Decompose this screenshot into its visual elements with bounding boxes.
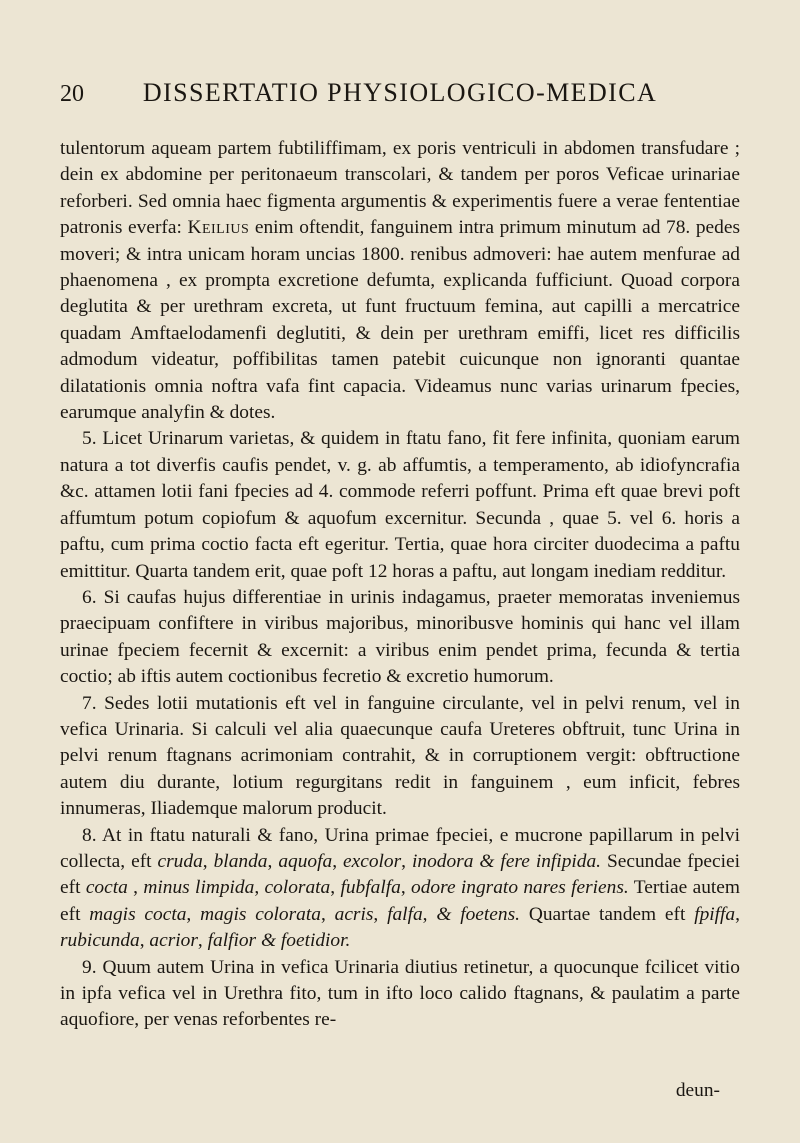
text-run: falfior & foetidior. [207, 930, 351, 952]
text-run: colorata [264, 877, 331, 899]
text-run: Quum autem Urina in vefica Urinaria diutius retinetur, a quocunque fcilicet vitio in ipfa vefica vel in Urethra fito, tum in ifto loco calido ftagnans, & paulatim a parte aquofiore, per venas reforbentes re- [60, 956, 740, 1031]
text-run: , [186, 903, 201, 925]
text-run: , [332, 850, 344, 872]
text-run: magis colorata [200, 903, 321, 925]
text-run: Tertiae autem eft [60, 877, 741, 925]
text-run: , [197, 930, 208, 952]
paragraph [60, 136, 740, 426]
text-run: inodora & fere infipida. [412, 850, 602, 872]
text-run: fubfalfa [340, 877, 401, 899]
text-run: , [127, 877, 144, 899]
text-run: acrior [149, 930, 198, 952]
text-run: , [202, 850, 214, 872]
body-text [60, 136, 740, 1034]
text-run: , [735, 903, 740, 925]
text-run: , [254, 877, 265, 899]
text-run: , [320, 903, 335, 925]
text-run: & foetens. [436, 903, 521, 925]
text-run: Keilius [187, 217, 250, 239]
text-run: , [330, 877, 341, 899]
text-run: magis cocta [89, 903, 187, 925]
paragraph-number: 9. [82, 956, 97, 978]
running-title: DISSERTATIO PHYSIOLOGICO-MEDICA [142, 78, 658, 107]
text-run: odore ingrato nares feriens. [411, 877, 629, 899]
text-run: tulentorum aqueam partem fubtiliffimam, ex poris ventriculi in abdomen transfudare ; dein ex abdomine per peritonaeum transcolari, & tandem per poros Veficae urinariae reforberi. Sed omnia haec figmenta argumentis & experimentis fuere a verae fententiae patronis everfa: [60, 138, 740, 239]
text-run: Sedes lotii mutationis eft vel in fanguine circulante, vel in pelvi renum, vel in vefica Urinaria. Si calculi vel alia quaecunque caufa Ureteres obftruit, tunc Urina in pelvi renum ftagnans acrimoniam contrahit, & in corruptionem vergit: obftructione autem diu durante, lotium regurgitans redit in fanguinem , eum inficit, febres innumeras, Iliademque malorum producit. [60, 692, 740, 820]
text-run: cruda [157, 850, 203, 872]
text-run: , [422, 903, 437, 925]
text-run: minus limpida [143, 877, 255, 899]
text-run: , [373, 903, 388, 925]
text-run: , [401, 850, 412, 872]
paragraph-number: 8. [82, 824, 97, 846]
text-run: falfa [387, 903, 423, 925]
text-run: aquofa [278, 850, 333, 872]
paragraph-number: 7. [82, 692, 97, 714]
text-run: cocta [85, 877, 128, 899]
text-run: enim oftendit, fanguinem intra primum minutum ad 78. pedes moveri; & intra unicam horam uncias 1800. renibus admoveri: hae autem menfurae ad phaenomena , ex prompta excretione defumta, explicanda fufficiunt. Quoad corpora deglutita & per urethram excreta, ut funt fructuum femina, aut capilli a mercatrice quadam Amftaelodamenfi deglutiti, & dein per urethram emiffi, licet res difficilis admodum videatur, poffibilitas tamen patebit cuicunque non ignoranti quantae dilatationis omnia noftra vafa fint capacia. Videamus nunc varias urinarum fpecies, earumque analyfin & dotes. [60, 217, 740, 424]
text-run: acris [334, 903, 374, 925]
text-run: Secundae fpeciei eft [60, 850, 741, 899]
text-run: Si caufas hujus differentiae in urinis indagamus, praeter memoratas inveniemus praecipuam confiftere in viribus majoribus, minoribusve hominis qui hanc vel illam urinae fpeciem fecernit & excernit: a viribus enim pendet prima, fecunda & tertia coctio; ab iftis autem coctionibus fecretio & excretio humorum. [60, 586, 740, 688]
page-number: 20 [60, 81, 84, 107]
text-run: blanda [213, 850, 268, 872]
text-run: fpiffa [694, 903, 736, 925]
running-header [60, 78, 740, 108]
text-run: rubicunda [60, 930, 140, 952]
paragraph-number: 6. [82, 586, 97, 608]
catchword: deun- [675, 1080, 720, 1101]
paragraph [60, 691, 740, 823]
paragraph [60, 955, 740, 1034]
paragraph [60, 823, 740, 955]
text-run: At in ftatu naturali & fano, Urina primae fpeciei, e mucrone papillarum in pelvi collecta, eft [60, 824, 741, 872]
text-run: , [400, 877, 412, 899]
text-run: excolor [343, 850, 402, 872]
paragraph [60, 585, 740, 691]
text-run: Licet Urinarum varietas, & quidem in ftatu fano, fit fere infinita, quoniam earum natura a tot diverfis caufis pendet, v. g. ab affumtis, a temperamento, ab idiofyncrafia &c. attamen lotii fani fpecies ad 4. commode referri poffunt. Prima eft quae brevi poft affumtum potum copiofum & aquofum excernitur. Secunda , quae 5. vel 6. horis a paftu, cum prima coctio facta eft egeritur. Tertia, quae hora circiter duodecima a paftu emittitur. Quarta tandem erit, quae poft 12 horas a paftu, aut longam inediam redditur. [60, 428, 740, 582]
text-run: , [139, 930, 150, 952]
paragraph [60, 426, 740, 584]
text-run: Quartae tandem eft [520, 903, 695, 925]
paragraph-number: 5. [82, 428, 97, 450]
text-run: , [267, 850, 279, 872]
